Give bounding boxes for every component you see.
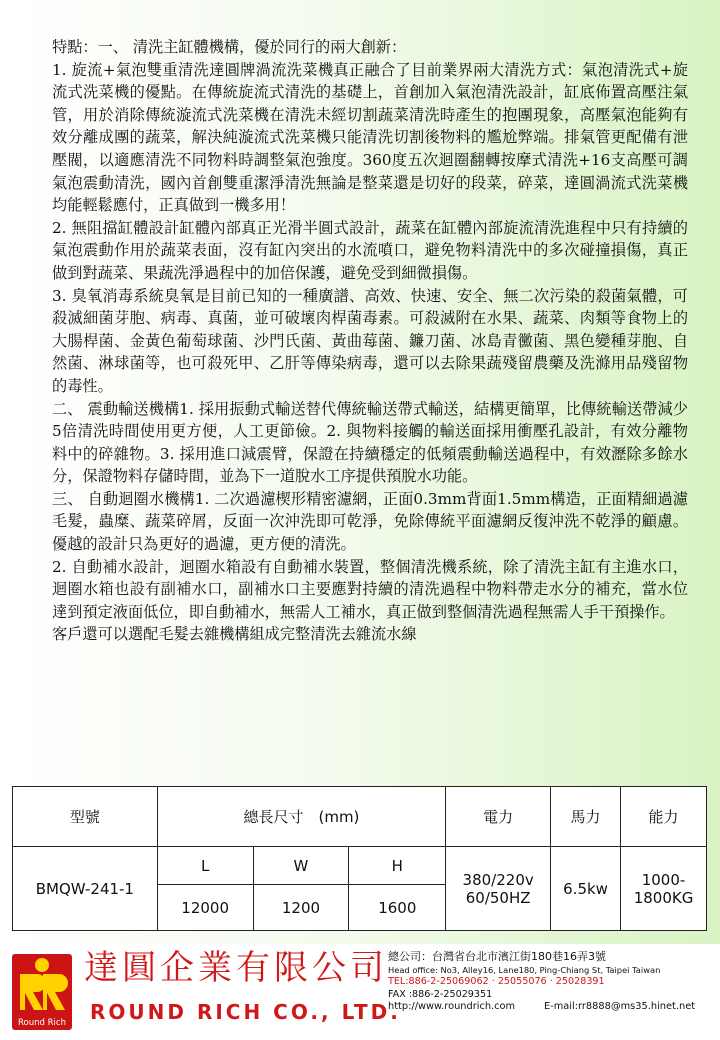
dim-h-label: H [349, 847, 446, 885]
spec-table [12, 786, 707, 931]
rr-logo-icon [12, 954, 72, 1016]
features-heading: 特點：一、 清洗主缸體機構，優於同行的兩大創新： [52, 38, 407, 56]
feature-paragraph: 客戶還可以選配毛髮去雜機構組成完整清洗去雜流水線 [52, 625, 417, 644]
fax: FAX :886-2-25029351 [388, 988, 493, 1000]
header-capacity: 能力 [621, 787, 707, 847]
feature-paragraph: 1. 旋流+氣泡雙重清洗達圓牌渦流洗菜機真正融合了目前業界兩大清洗方式：氣泡清洗式+旋流式洗菜機的優點。在傳統旋流式清洗的基礎上，首創加入氣泡清洗設計，缸底佈置高壓注氣管，用於消除傳統漩流式洗菜機在清洗未經切割蔬菜清洗時產生的抱團現象，高壓氣泡能夠有效分離成團的蔬菜，解決純漩流式洗菜機只能清洗切割後物料的尷尬弊端。排氣管更配備有泄壓閥，以適應清洗不同物料時調整氣泡強度。360度五次迴圈翻轉按摩式清洗+16支高壓可調氣泡震動清洗，國內首創雙重潔淨清洗無論是整菜還是切好的段菜，碎菜，達圓渦流式洗菜機均能輕鬆應付，正真做到一機多用！ [52, 60, 688, 215]
header-size: 總長尺寸 (mm) [157, 787, 445, 847]
company-logo [12, 954, 72, 1030]
feature-paragraph: 2. 無阻擋缸體設計缸體內部真正光滑半圓式設計，蔬菜在缸體內部旋流清洗進程中只有持續的氣泡震動作用於蔬菜表面，沒有缸內突出的水流噴口，避免物料清洗中的多次碰撞損傷，真正做到對蔬菜、果蔬洗淨過程中的加倍保護，避免受到細微損傷。 [52, 218, 688, 282]
email-link[interactable]: E-mail:rr8888@ms35.hinet.net [544, 1001, 696, 1012]
cell-motor: 6.5kw [551, 847, 621, 931]
feature-paragraph: 二、 震動輸送機構1. 採用振動式輸送替代傳統輸送帶式輸送，結構更簡單，比傳統輸送帶減少5倍清洗時間使用更方便，人工更節儉。2. 與物料接觸的輸送面採用衝壓孔設計，有效分離物料中的碎雜物。3. 採用進口減震臂，保證在持續穩定的低頻震動輸送過程中，有效瀝除多餘水分，保證物料存儲時間，並為下一道脫水工序提供預脫水功能。 [52, 399, 688, 486]
company-name-chinese: 達圓企業有限公司 [84, 948, 388, 988]
company-footer [0, 944, 720, 1040]
power-frequency: 60/50HZ [465, 888, 531, 907]
website-link[interactable]: http://www.roundrich.com [388, 1001, 516, 1012]
company-name-english: ROUND RICH CO., LTD. [90, 1000, 401, 1024]
contact-info [388, 951, 695, 1014]
dim-l-label: L [157, 847, 253, 885]
address-english: Head office: No3, Alley16, Lane180, Ping-Chiang St, Taipei Taiwan [388, 964, 661, 975]
address-chinese: 總公司：台灣省台北市濱江街180巷16弄3號 [388, 950, 606, 963]
power-voltage: 380/220v [462, 870, 534, 889]
feature-paragraph: 3. 臭氧消毒系統臭氧是目前已知的一種廣譜、高效、快速、安全、無二次污染的殺菌氣體，可殺滅細菌芽胞、病毒、真菌，並可破壞肉桿菌毒素。可殺滅附在水果、蔬菜、肉類等食物上的大腸桿菌、金黃色葡萄球菌、沙門氏菌、黃曲莓菌、鐮刀菌、冰島青黴菌、黑色變種芽胞、自然菌、淋球菌等，也可殺死甲、乙肝等傳染病毒，還可以去除果蔬殘留農藥及洗滌用品殘留物的毒性。 [52, 286, 688, 395]
cell-w: 1200 [253, 885, 349, 931]
header-motor: 馬力 [551, 787, 621, 847]
feature-paragraph: 2. 自動補水設計，迴圈水箱設有自動補水裝置，整個清洗機系統，除了清洗主缸有主進水口，迴圈水箱也設有副補水口，副補水口主要應對持續的清洗過程中物料帶走水分的補充，當水位達到預定液面低位，即自動補水，無需人工補水，真正做到整個清洗過程無需人手干預操作。 [52, 557, 688, 621]
web-email-row [388, 1001, 695, 1014]
capacity-min: 1000- [641, 870, 686, 889]
feature-paragraph: 三、 自動迴圈水機構1. 二次過濾楔形精密濾網，正面0.3mm背面1.5mm構造，正面精細過濾毛髮，蟲糜、蔬菜碎屑，反面一次沖洗即可乾淨，免除傳統平面濾網反復沖洗不乾淨的顧慮。優越的設計只為更好的過濾，更方便的清洗。 [52, 489, 688, 554]
header-power: 電力 [446, 787, 551, 847]
product-description [52, 36, 688, 646]
cell-power [446, 847, 551, 931]
cell-capacity [621, 847, 707, 931]
dim-w-label: W [253, 847, 349, 885]
telephone: TEL:886-2-25069062 · 25055076 · 25028391 [388, 976, 605, 987]
capacity-max: 1800KG [633, 888, 694, 907]
cell-model: BMQW-241-1 [13, 847, 158, 931]
logo-caption: Round Rich [18, 1018, 66, 1028]
header-model: 型號 [13, 787, 158, 847]
cell-h: 1600 [349, 885, 446, 931]
cell-l: 12000 [157, 885, 253, 931]
